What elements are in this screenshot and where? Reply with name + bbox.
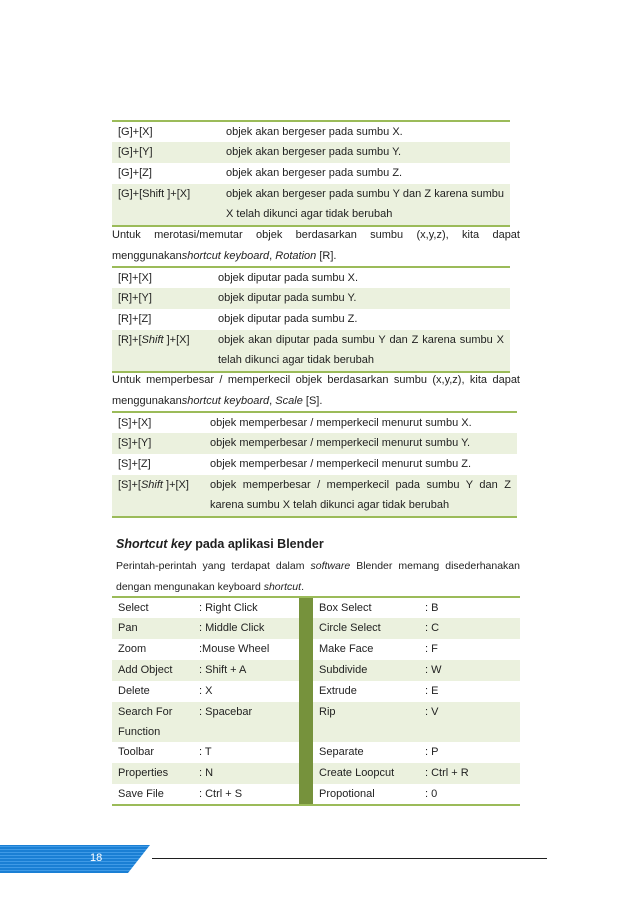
shortcut-cell: : V <box>419 702 520 742</box>
column-divider <box>299 742 313 763</box>
para-italic: shortcut keyboard <box>181 250 270 262</box>
key-cell: [R]+[Z] <box>118 313 152 325</box>
key-cell: [G]+[Y] <box>112 142 220 163</box>
column-divider <box>299 639 313 660</box>
footer-rule <box>152 858 547 859</box>
heading-italic: Shortcut key <box>116 537 192 551</box>
desc-cell: objek diputar pada sumbu Z. <box>218 313 358 325</box>
shortcut-cell: : F <box>425 643 438 655</box>
table-rotate <box>112 266 510 373</box>
key-cell: [S]+[Y] <box>112 433 204 454</box>
shortcut-cell: : C <box>419 618 520 639</box>
shortcut-cell: : Right Click <box>199 602 258 614</box>
action-cell: Box Select <box>319 602 372 614</box>
table-row <box>112 121 510 142</box>
shortcut-table <box>112 596 520 806</box>
action-cell: Toolbar <box>118 746 155 758</box>
table-row <box>112 288 510 309</box>
action-cell: Save File <box>118 788 164 800</box>
shortcut-cell: : E <box>425 685 439 697</box>
para-text: [R]. <box>316 250 337 262</box>
table-row <box>112 639 520 660</box>
table-move <box>112 120 510 227</box>
desc-cell: objek diputar pada sumbu Y. <box>212 288 510 309</box>
table-row <box>112 309 510 330</box>
table-row <box>112 742 520 763</box>
key-italic: Shift <box>140 479 163 491</box>
table-row <box>112 702 520 742</box>
key-cell <box>112 475 204 517</box>
key-cell: [R]+[X] <box>118 272 152 284</box>
intro-italic: software <box>310 560 351 572</box>
desc-cell: objek akan bergeser pada sumbu Y dan Z karena sumbu X telah dikunci agar tidak berubah <box>220 184 510 226</box>
key-cell <box>112 330 212 372</box>
table-row <box>112 681 520 702</box>
shortcut-cell: : B <box>425 602 439 614</box>
column-divider <box>299 702 313 742</box>
table-row <box>112 597 520 618</box>
column-divider <box>299 618 313 639</box>
column-divider <box>299 763 313 784</box>
table-row <box>112 454 517 475</box>
para-italic: Scale <box>275 395 303 407</box>
desc-cell: objek akan diputar pada sumbu Y dan Z karena sumbu X telah dikunci agar tidak berubah <box>212 330 510 372</box>
table-row <box>112 763 520 784</box>
key-text: ]+[X] <box>162 479 189 491</box>
table-row <box>112 784 520 805</box>
shortcut-cell: : Shift + A <box>193 660 299 681</box>
table-row <box>112 412 517 433</box>
desc-cell: objek memperbesar / memperkecil menurut sumbu Z. <box>210 458 472 470</box>
shortcut-cell: : T <box>199 746 212 758</box>
action-cell: Rip <box>313 702 419 742</box>
paragraph-rotate <box>112 225 520 267</box>
table-row <box>112 267 510 288</box>
key-cell: [S]+[X] <box>118 417 152 429</box>
table-row <box>112 330 510 372</box>
intro-italic: shortcut <box>263 581 302 593</box>
table-row <box>112 142 510 163</box>
key-cell: [G]+[Z] <box>118 167 152 179</box>
action-cell: Properties <box>112 763 193 784</box>
column-divider <box>299 660 313 681</box>
para-text: Untuk memperbesar / memperkecil objek berdasarkan sumbu (x,y,z), kita dapat menggunakan <box>112 374 520 407</box>
action-cell: Separate <box>319 746 364 758</box>
action-cell: Pan <box>112 618 193 639</box>
shortcut-cell: : N <box>193 763 299 784</box>
footer-page-tab <box>0 843 160 875</box>
para-italic: Rotation <box>275 250 317 262</box>
table-row <box>112 184 510 226</box>
desc-cell: objek akan bergeser pada sumbu Z. <box>226 167 403 179</box>
shortcut-cell: : Spacebar <box>193 702 299 742</box>
shortcut-cell: : P <box>425 746 439 758</box>
table-row <box>112 660 520 681</box>
shortcut-cell: :Mouse Wheel <box>199 643 270 655</box>
heading-text: pada aplikasi Blender <box>191 537 324 551</box>
table-scale <box>112 411 517 518</box>
desc-cell: objek memperbesar / memperkecil menurut sumbu X. <box>210 417 472 429</box>
para-text: Untuk merotasi/memutar objek berdasarkan sumbu (x,y,z), kita dapat menggunakan <box>112 229 520 262</box>
shortcut-cell: : Ctrl + R <box>419 763 520 784</box>
page-number: 18 <box>90 852 103 864</box>
key-cell: [S]+[Z] <box>118 458 151 470</box>
shortcut-cell: : W <box>419 660 520 681</box>
column-divider <box>299 681 313 702</box>
para-italic: shortcut keyboard <box>181 395 270 407</box>
action-cell: Search For Function <box>112 702 193 742</box>
action-cell: Add Object <box>112 660 193 681</box>
para-text: , <box>269 395 276 407</box>
table-row <box>112 475 517 517</box>
desc-cell: objek akan bergeser pada sumbu X. <box>226 126 403 138</box>
para-text: , <box>269 250 276 262</box>
shortcut-cell: : X <box>199 685 213 697</box>
intro-text: Blender memang disederhanakan dengan mengunakan keyboard <box>116 560 520 593</box>
key-cell: [G]+[X] <box>118 126 153 138</box>
shortcut-cell: : 0 <box>425 788 438 800</box>
desc-cell: objek memperbesar / memperkecil pada sumbu Y dan Z karena sumbu X telah dikunci agar tidak berubah <box>204 475 517 517</box>
action-cell: Make Face <box>319 643 374 655</box>
desc-cell: objek memperbesar / memperkecil menurut sumbu Y. <box>204 433 517 454</box>
table-row <box>112 433 517 454</box>
action-cell: Extrude <box>319 685 357 697</box>
shortcut-cell: : Ctrl + S <box>199 788 243 800</box>
key-italic: Shift <box>141 334 164 346</box>
intro-text: . <box>301 581 304 593</box>
action-cell: Zoom <box>118 643 147 655</box>
desc-cell: objek diputar pada sumbu X. <box>218 272 359 284</box>
key-text: [S]+[ <box>118 479 141 491</box>
action-cell: Circle Select <box>313 618 419 639</box>
desc-cell: objek akan bergeser pada sumbu Y. <box>220 142 510 163</box>
table-row <box>112 618 520 639</box>
column-divider <box>299 784 313 805</box>
action-cell: Propotional <box>319 788 375 800</box>
key-cell: [R]+[Y] <box>112 288 212 309</box>
action-cell: Subdivide <box>313 660 419 681</box>
key-cell: [G]+[Shift ]+[X] <box>112 184 220 226</box>
key-text: [R]+[ <box>118 334 142 346</box>
intro-text: Perintah-perintah yang terdapat dalam <box>116 560 311 572</box>
action-cell: Delete <box>118 685 150 697</box>
paragraph-scale <box>112 370 520 412</box>
table-row <box>112 163 510 184</box>
action-cell: Create Loopcut <box>313 763 419 784</box>
section-intro <box>116 556 520 598</box>
shortcut-cell: : Middle Click <box>193 618 299 639</box>
column-divider <box>299 597 313 618</box>
key-text: ]+[X] <box>163 334 190 346</box>
para-text: [S]. <box>302 395 323 407</box>
section-heading <box>116 537 324 551</box>
action-cell: Select <box>118 602 149 614</box>
